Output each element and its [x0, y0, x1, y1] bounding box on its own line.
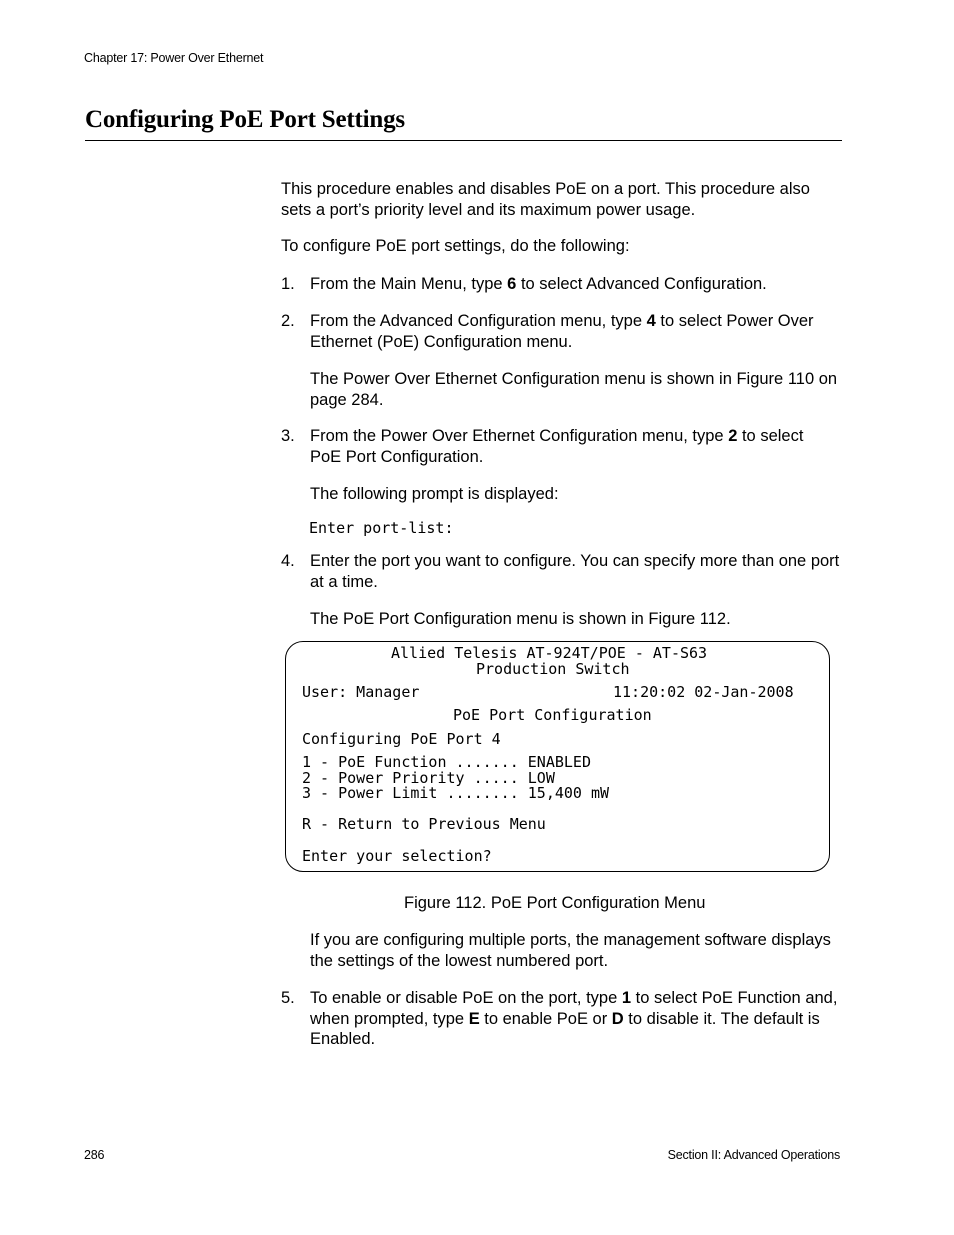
- page-number: 286: [84, 1148, 105, 1162]
- screen-configuring: Configuring PoE Port 4: [302, 730, 501, 748]
- screen-line-2: Production Switch: [476, 660, 630, 678]
- step-number: 1.: [281, 275, 295, 293]
- key-4: 4: [646, 312, 656, 330]
- screen-option-r: R - Return to Previous Menu: [302, 815, 546, 833]
- section-title: Configuring PoE Port Settings: [85, 106, 405, 133]
- step-4-note: The PoE Port Configuration menu is shown in Figure 112.: [310, 610, 731, 628]
- key-6: 6: [507, 275, 517, 293]
- screen-user: User: Manager: [302, 683, 420, 701]
- step-2-note: The Power Over Ethernet Configuration menu is shown in Figure 110 on page 284.: [310, 370, 838, 409]
- step-2-text: From the Advanced Configuration menu, type 4 to select Power Over Ethernet (PoE) Configuration menu.: [310, 312, 814, 351]
- step-number: 3.: [281, 427, 295, 445]
- lead-paragraph: To configure PoE port settings, do the following:: [281, 237, 630, 255]
- step-3-text: From the Power Over Ethernet Configuration menu, type 2 to select PoE Port Configuration.: [310, 427, 804, 466]
- screen-prompt: Enter your selection?: [302, 847, 492, 865]
- step-5-text: To enable or disable PoE on the port, type 1 to select PoE Function and, when prompted, type E to enable PoE or D to disable it. The default is Enabled.: [310, 989, 838, 1048]
- screen-option-3: 3 - Power Limit ........ 15,400 mW: [302, 784, 610, 802]
- intro-paragraph: This procedure enables and disables PoE on a port. This procedure also sets a port’s priority level and its maximum power usage.: [281, 180, 810, 219]
- step-number: 5.: [281, 989, 295, 1007]
- key-e: E: [468, 1009, 480, 1028]
- step-1-text: From the Main Menu, type 6 to select Advanced Configuration.: [310, 275, 767, 293]
- key-2: 2: [728, 427, 738, 445]
- section-footer: Section II: Advanced Operations: [667, 1148, 840, 1162]
- step-number: 2.: [281, 312, 295, 330]
- step-number: 4.: [281, 552, 295, 570]
- port-list-prompt: Enter port-list:: [309, 519, 454, 537]
- running-header: Chapter 17: Power Over Ethernet: [84, 51, 264, 65]
- screen-option-1: 1 - PoE Function ....... ENABLED: [302, 753, 591, 771]
- screen-line-1: Allied Telesis AT-924T/POE - AT-S63: [391, 644, 708, 662]
- figure-caption: Figure 112. PoE Port Configuration Menu: [404, 894, 706, 912]
- step-3-note: The following prompt is displayed:: [310, 485, 559, 503]
- multi-port-note: If you are configuring multiple ports, the management software displays the settings of the lowest numbered port.: [310, 931, 831, 970]
- title-rule: [85, 140, 842, 141]
- screen-option-2: 2 - Power Priority ..... LOW: [302, 769, 555, 787]
- step-4-text: Enter the port you want to configure. You can specify more than one port at a time.: [310, 552, 840, 591]
- screen-menu-title: PoE Port Configuration: [453, 706, 652, 724]
- screen-datetime: 11:20:02 02-Jan-2008: [613, 683, 794, 701]
- key-d: D: [611, 1009, 624, 1028]
- key-1: 1: [621, 989, 632, 1007]
